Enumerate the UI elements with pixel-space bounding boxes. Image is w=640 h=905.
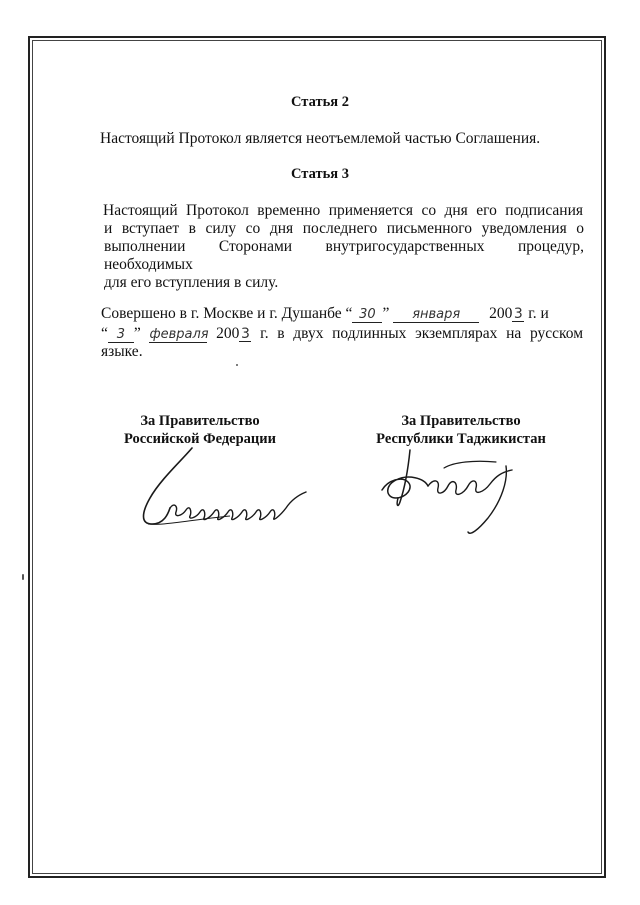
done-month-1: января bbox=[393, 308, 479, 323]
article-3-text-cont bbox=[104, 220, 584, 292]
article-3-heading: Статья 3 bbox=[291, 166, 349, 182]
done-line-3 bbox=[101, 343, 583, 361]
done-quote-close-2: ” bbox=[133, 325, 141, 342]
done-year-2-digit: 3 bbox=[240, 326, 250, 342]
done-line-2 bbox=[101, 325, 583, 343]
signatory-right-line-2: Республики Таджикистан bbox=[376, 431, 546, 447]
article-3-line-3: выполнении Сторонами внутригосударственных процедур, необходимых bbox=[104, 238, 584, 273]
signatory-right-line-1: За Правительство bbox=[401, 413, 521, 429]
article-3-text bbox=[103, 202, 583, 220]
article-3-line-1: Настоящий Протокол временно применяется со дня его подписания bbox=[103, 202, 583, 219]
done-prefix: Совершено в г. Москве и г. Душанбе “ bbox=[101, 305, 353, 322]
done-quote-open-2: “ bbox=[101, 325, 108, 342]
article-2-text bbox=[100, 130, 580, 148]
article-2-heading: Статья 2 bbox=[291, 94, 349, 110]
done-year-1-digit: 3 bbox=[513, 306, 523, 322]
signatory-left-line-2: Российской Федерации bbox=[123, 431, 276, 447]
done-suffix-1: г. и bbox=[528, 305, 549, 322]
scan-speck bbox=[236, 364, 238, 366]
done-line-2-inner bbox=[101, 325, 583, 343]
done-suffix-2: г. в двух подлинных экземплярах на русском bbox=[260, 325, 584, 342]
signature-left-image bbox=[130, 440, 320, 540]
article-2-text-line: Настоящий Протокол является неотъемлемой частью Соглашения. bbox=[100, 130, 541, 147]
done-quote-close-1: ” bbox=[382, 305, 390, 322]
done-month-2: февраля bbox=[149, 327, 209, 342]
done-year-2-prefix: 200 bbox=[216, 325, 240, 342]
done-day-2: 3 bbox=[108, 328, 134, 343]
signatory-left-line-1: За Правительство bbox=[140, 413, 260, 429]
article-3-line-4: для его вступления в силу. bbox=[104, 274, 279, 291]
done-line-1 bbox=[101, 305, 583, 323]
signature-right-image bbox=[378, 440, 538, 550]
done-year-1-prefix: 200 bbox=[489, 305, 513, 322]
scan-speck bbox=[22, 574, 24, 580]
done-last-line: языке. bbox=[101, 343, 143, 360]
done-day-1: 30 bbox=[352, 308, 382, 323]
article-3-line-2: и вступает в силу со дня последнего письменного уведомления о bbox=[104, 220, 584, 237]
